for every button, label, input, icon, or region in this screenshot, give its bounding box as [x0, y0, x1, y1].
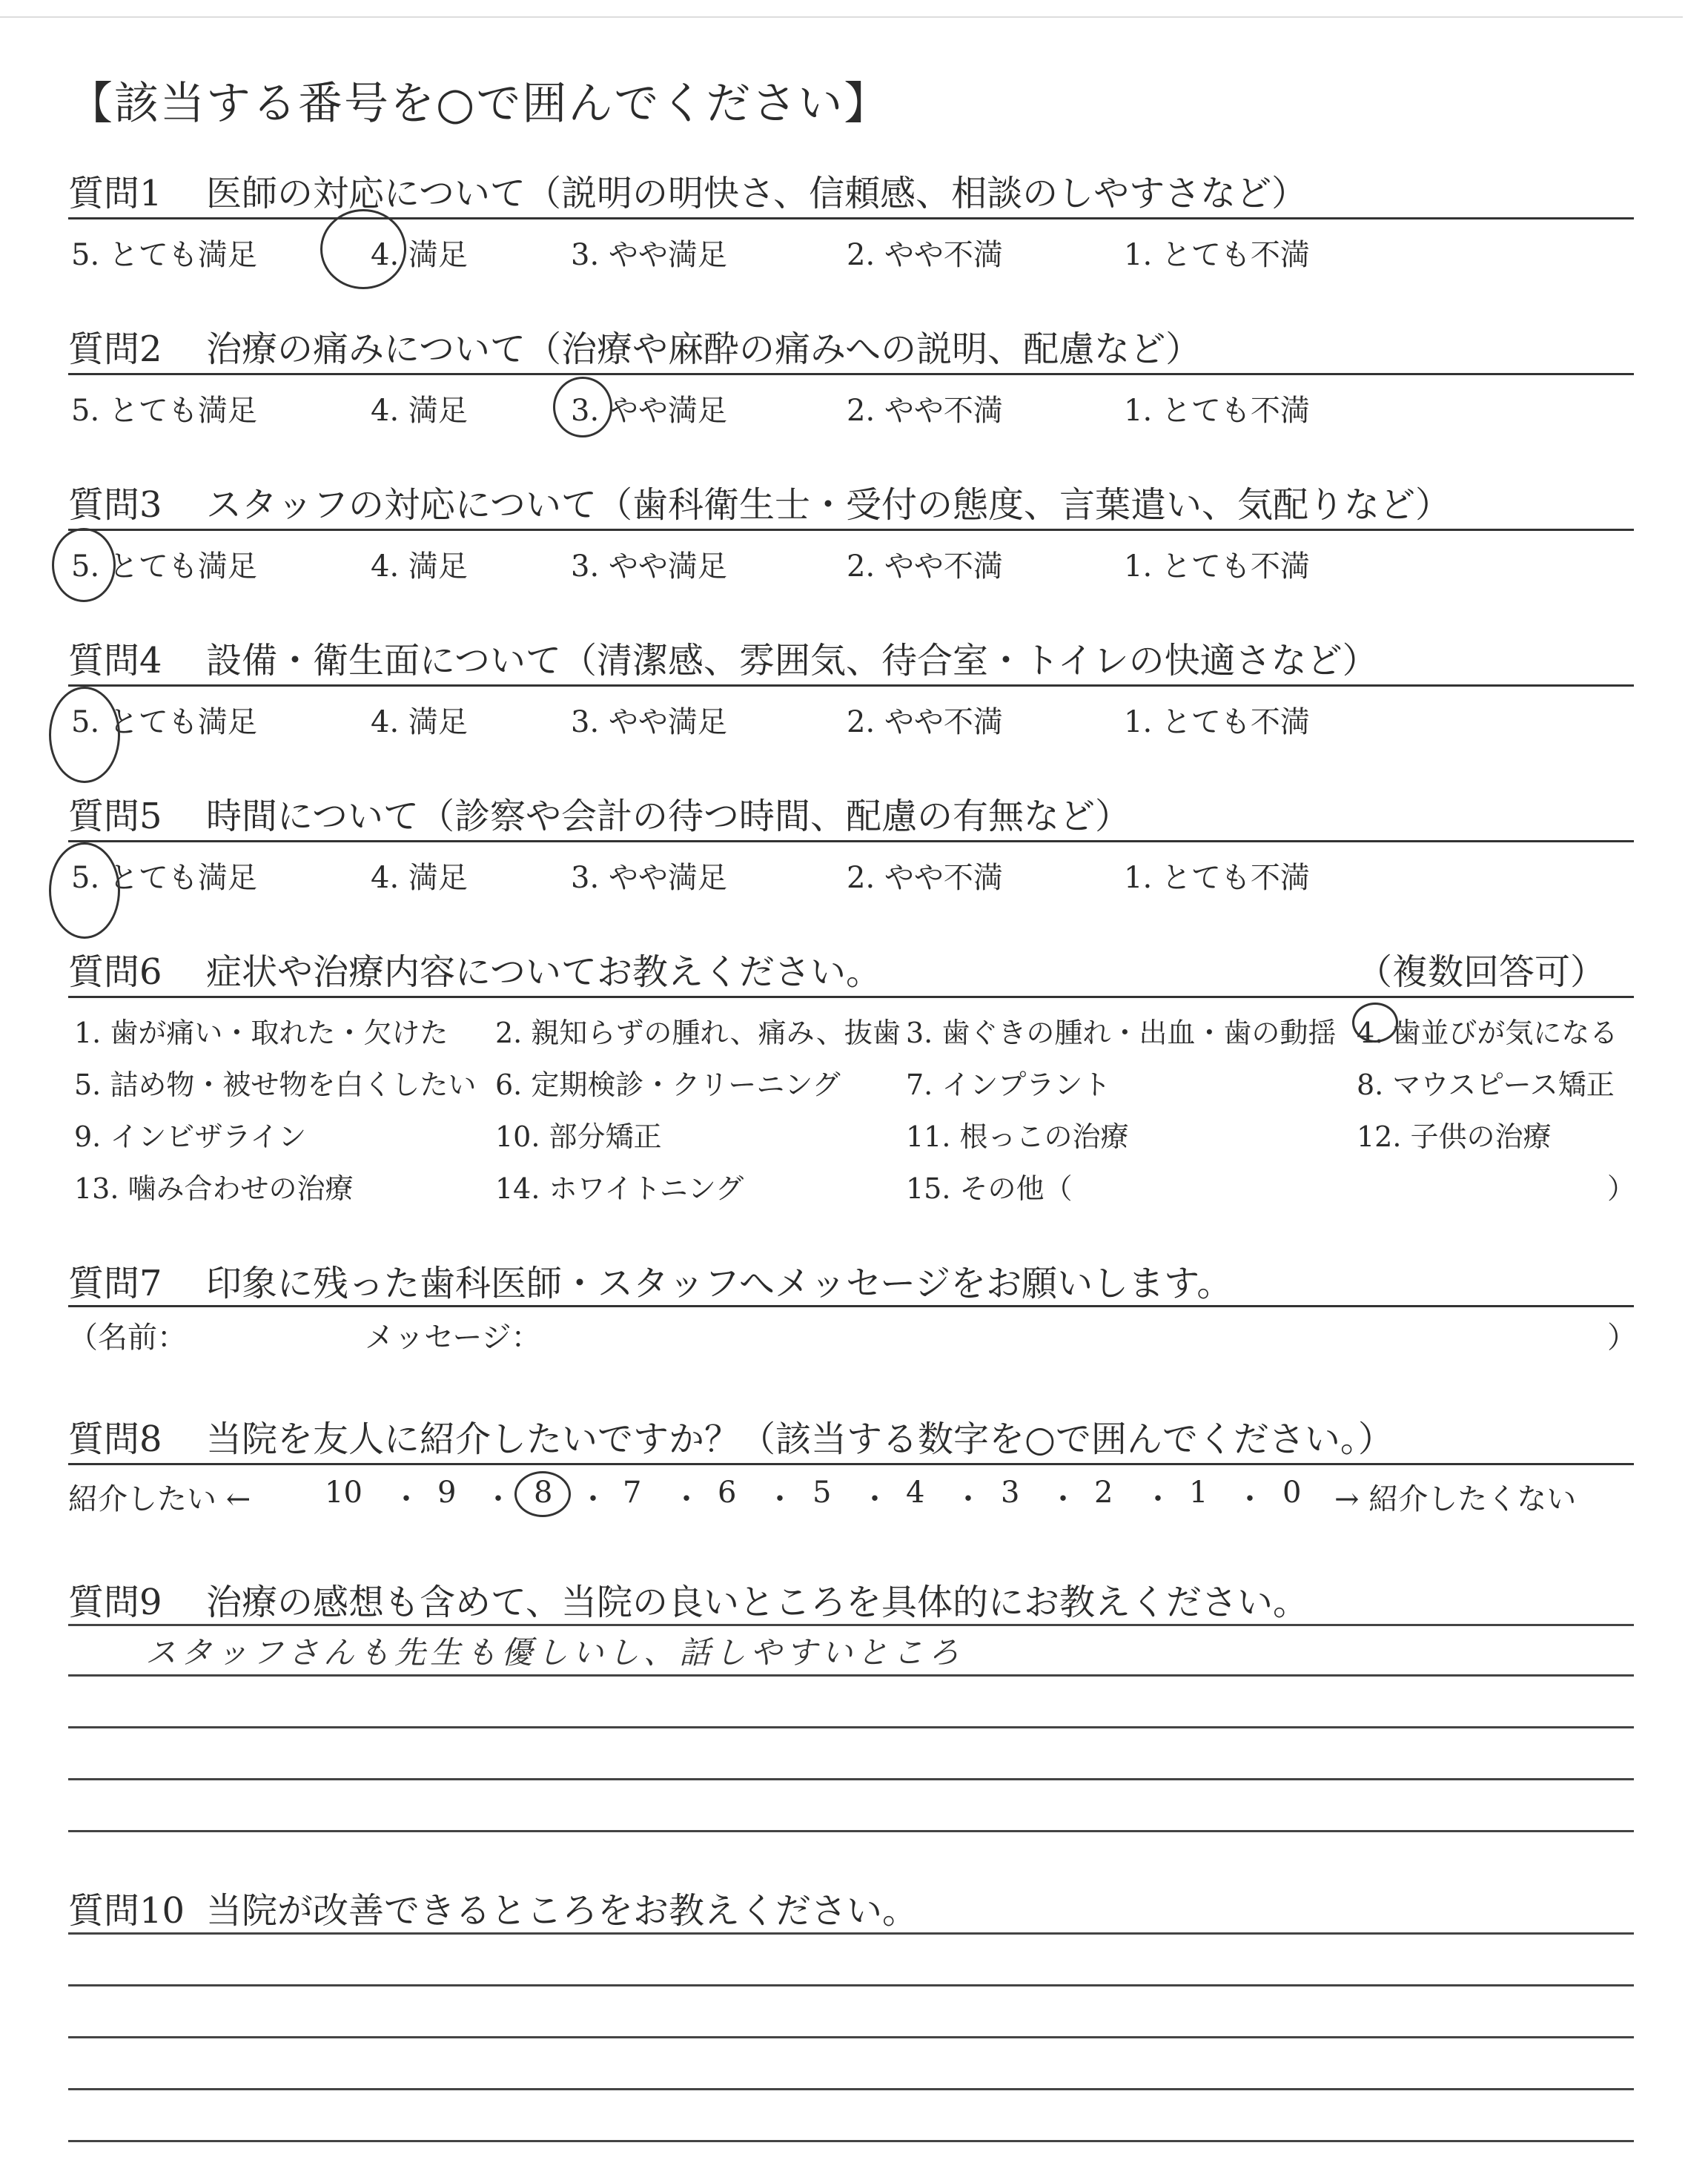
q10-write-line	[68, 2140, 1634, 2142]
q6-option-10[interactable]: 10. 部分矯正	[495, 1120, 662, 1153]
q8-dot: ・	[765, 1482, 795, 1516]
q9-write-line	[68, 1726, 1634, 1728]
q2-option-3[interactable]: 3. やや満足	[571, 394, 727, 428]
q10-write-line	[68, 1932, 1634, 1935]
q8-score-4[interactable]: 4	[906, 1476, 925, 1510]
q5-option-2[interactable]: 2. やや不満	[847, 861, 1003, 895]
q6-option-15-close: ）	[1607, 1172, 1636, 1205]
q8-dot: ・	[953, 1482, 983, 1516]
q2-rule	[68, 373, 1634, 375]
q8-answer-circle	[514, 1471, 571, 1517]
q3-option-2[interactable]: 2. やや不満	[847, 549, 1003, 584]
q2-text: 治療の痛みについて（治療や麻酔の痛みへの説明、配慮など）	[206, 328, 1202, 370]
q9-label: 質問9	[68, 1582, 162, 1623]
page-top-edge	[0, 16, 1683, 18]
q6-option-2[interactable]: 2. 親知らずの腫れ、痛み、抜歯	[495, 1017, 901, 1049]
q8-dot: ・	[1143, 1482, 1173, 1516]
q3-option-3[interactable]: 3. やや満足	[571, 549, 727, 584]
q6-option-3[interactable]: 3. 歯ぐきの腫れ・出血・歯の動揺	[906, 1017, 1337, 1049]
q6-answer-circle	[1352, 1003, 1398, 1043]
q8-text: 当院を友人に紹介したいですか？（該当する数字を○で囲んでください。）	[206, 1418, 1394, 1460]
q4-option-3[interactable]: 3. やや満足	[571, 705, 727, 739]
q6-label: 質問6	[68, 951, 162, 993]
q2-option-5[interactable]: 5. とても満足	[71, 394, 257, 428]
q1-option-4[interactable]: 4. 満足	[371, 238, 468, 272]
q10-write-line	[68, 2088, 1634, 2090]
q7-message-label: メッセージ：	[365, 1321, 541, 1355]
q4-option-5[interactable]: 5. とても満足	[71, 705, 257, 739]
q6-option-1[interactable]: 1. 歯が痛い・取れた・欠けた	[74, 1017, 448, 1049]
q8-dot: ・	[860, 1482, 890, 1516]
q1-option-3[interactable]: 3. やや満足	[571, 238, 727, 272]
q8-dot: ・	[1235, 1482, 1265, 1516]
q8-rule	[68, 1463, 1634, 1465]
q1-rule	[68, 217, 1634, 219]
q6-rule	[68, 996, 1634, 998]
q2-label: 質問2	[68, 328, 162, 370]
q7-text: 印象に残った歯科医師・スタッフへメッセージをお願いします。	[206, 1263, 1233, 1304]
q3-option-5[interactable]: 5. とても満足	[71, 549, 257, 584]
q10-label: 質問10	[68, 1890, 185, 1932]
q2-option-2[interactable]: 2. やや不満	[847, 394, 1003, 428]
q2-option-4[interactable]: 4. 満足	[371, 394, 468, 428]
q7-label: 質問7	[68, 1263, 162, 1304]
q9-text: 治療の感想も含めて、当院の良いところを具体的にお教えください。	[206, 1582, 1309, 1623]
q1-option-5[interactable]: 5. とても満足	[71, 238, 257, 272]
q8-score-7[interactable]: 7	[623, 1476, 642, 1510]
q8-score-10[interactable]: 10	[325, 1476, 363, 1510]
q5-label: 質問5	[68, 796, 162, 837]
q5-rule	[68, 840, 1634, 842]
q8-score-3[interactable]: 3	[1001, 1476, 1020, 1510]
q4-option-1[interactable]: 1. とても不満	[1124, 705, 1310, 739]
q3-label: 質問3	[68, 484, 162, 526]
q8-score-6[interactable]: 6	[718, 1476, 737, 1510]
q8-left-label: 紹介したい ←	[68, 1482, 251, 1516]
q7-rule	[68, 1305, 1634, 1307]
q6-option-6[interactable]: 6. 定期検診・クリーニング	[495, 1069, 841, 1101]
q3-rule	[68, 529, 1634, 531]
q4-answer-circle	[49, 687, 120, 783]
q10-write-line	[68, 1984, 1634, 1986]
q4-text: 設備・衛生面について（清潔感、雰囲気、待合室・トイレの快適さなど）	[206, 640, 1378, 681]
q9-write-line	[68, 1624, 1634, 1626]
form-instruction-title: 【該当する番号を○で囲んでください】	[68, 78, 890, 130]
q4-option-4[interactable]: 4. 満足	[371, 705, 468, 739]
q8-dot: ・	[672, 1482, 701, 1516]
q6-option-7[interactable]: 7. インプラント	[906, 1069, 1111, 1101]
q9-write-line	[68, 1674, 1634, 1677]
q4-label: 質問4	[68, 640, 162, 681]
q8-dot: ・	[391, 1482, 421, 1516]
q8-label: 質問8	[68, 1418, 162, 1460]
q8-right-label: → 紹介したくない	[1334, 1482, 1577, 1516]
q1-option-1[interactable]: 1. とても不満	[1124, 238, 1310, 272]
q5-option-3[interactable]: 3. やや満足	[571, 861, 727, 895]
q8-score-5[interactable]: 5	[812, 1476, 832, 1510]
q3-answer-circle	[52, 528, 116, 602]
q5-option-1[interactable]: 1. とても不満	[1124, 861, 1310, 895]
q1-answer-circle	[320, 209, 406, 289]
q3-option-4[interactable]: 4. 満足	[371, 549, 468, 584]
q6-option-14[interactable]: 14. ホワイトニング	[495, 1172, 744, 1205]
q8-score-1[interactable]: 1	[1189, 1476, 1208, 1510]
q5-text: 時間について（診察や会計の待つ時間、配慮の有無など）	[206, 796, 1131, 837]
q8-dot: ・	[1048, 1482, 1078, 1516]
q6-multi-answer-note: （複数回答可）	[1357, 951, 1606, 993]
q1-option-2[interactable]: 2. やや不満	[847, 238, 1003, 272]
q6-option-11[interactable]: 11. 根っこの治療	[906, 1120, 1129, 1153]
q10-text: 当院が改善できるところをお教えください。	[206, 1890, 918, 1932]
q6-option-4[interactable]: 4. 歯並びが気になる	[1357, 1017, 1618, 1049]
q8-score-0[interactable]: 0	[1282, 1476, 1302, 1510]
q1-text: 医師の対応について（説明の明快さ、信頼感、相談のしやすさなど）	[206, 173, 1308, 214]
q6-text: 症状や治療内容についてお教えください。	[206, 951, 882, 993]
q8-score-9[interactable]: 9	[437, 1476, 457, 1510]
q2-answer-circle	[553, 377, 612, 437]
q3-text: スタッフの対応について（歯科衛生士・受付の態度、言葉遣い、気配りなど）	[206, 484, 1452, 526]
q8-score-2[interactable]: 2	[1094, 1476, 1113, 1510]
q5-answer-circle	[49, 842, 120, 939]
q6-option-8[interactable]: 8. マウスピース矯正	[1357, 1069, 1615, 1101]
q4-rule	[68, 684, 1634, 687]
q5-option-4[interactable]: 4. 満足	[371, 861, 468, 895]
q2-option-1[interactable]: 1. とても不満	[1124, 394, 1310, 428]
q6-option-13[interactable]: 13. 噛み合わせの治療	[74, 1172, 354, 1205]
q8-dot: ・	[483, 1482, 513, 1516]
q7-close-paren: ）	[1607, 1321, 1637, 1355]
q10-write-line	[68, 2036, 1634, 2038]
q6-option-9[interactable]: 9. インビザライン	[74, 1120, 307, 1153]
q6-option-5[interactable]: 5. 詰め物・被せ物を白くしたい	[74, 1069, 477, 1101]
q7-name-label: （名前：	[68, 1321, 187, 1355]
q9-handwritten-answer: スタッフさんも先生も優しいし、話しやすいところ	[145, 1634, 964, 1671]
q4-option-2[interactable]: 2. やや不満	[847, 705, 1003, 739]
q3-option-1[interactable]: 1. とても不満	[1124, 549, 1310, 584]
q5-option-5[interactable]: 5. とても満足	[71, 861, 257, 895]
q8-score-8[interactable]: 8	[534, 1476, 553, 1510]
q9-write-line	[68, 1830, 1634, 1832]
q9-write-line	[68, 1778, 1634, 1780]
q1-label: 質問1	[68, 173, 162, 214]
q6-option-12[interactable]: 12. 子供の治療	[1357, 1120, 1552, 1153]
q8-dot: ・	[578, 1482, 608, 1516]
q6-option-15[interactable]: 15. その他（	[906, 1172, 1073, 1205]
